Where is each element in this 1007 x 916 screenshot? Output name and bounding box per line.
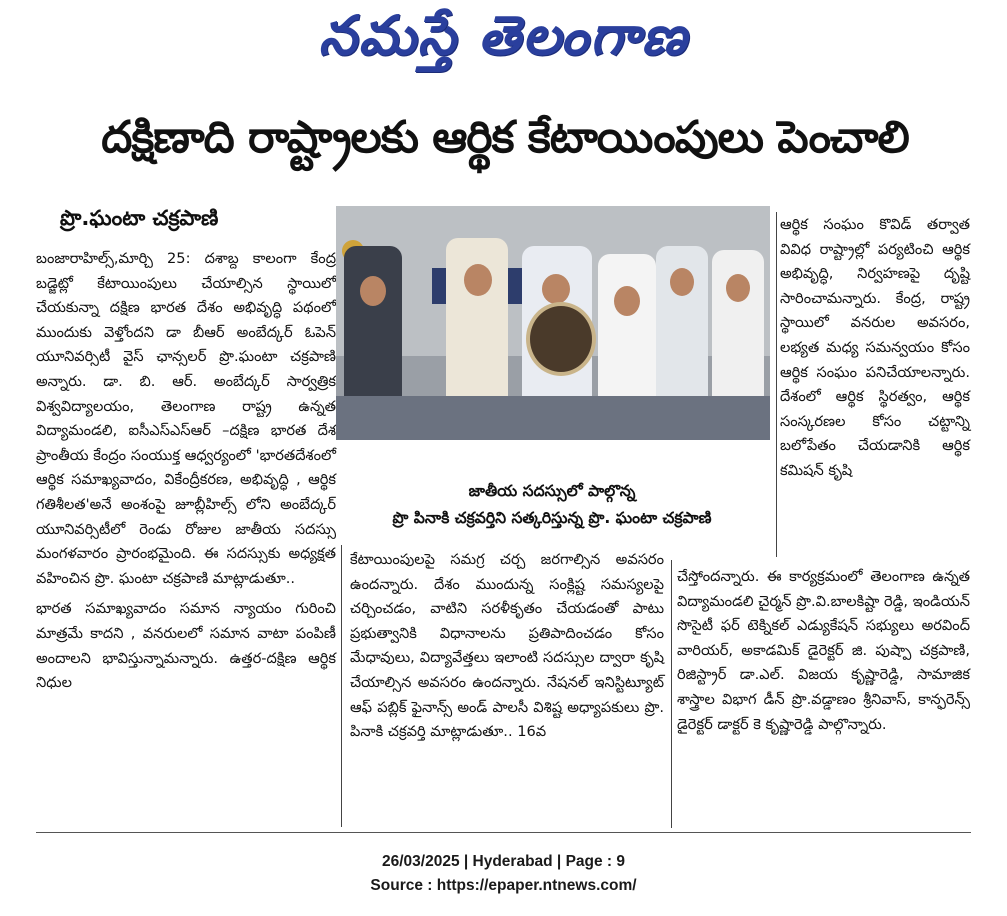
photo-caption (352, 478, 752, 532)
person-head (464, 264, 492, 296)
person-head (360, 276, 386, 306)
person-figure (446, 238, 508, 396)
person-head (614, 286, 640, 316)
masthead (0, 0, 1007, 78)
event-photo (336, 206, 770, 440)
article-column-3-top (780, 213, 970, 484)
person-figure (712, 250, 764, 396)
person-figure (598, 254, 656, 396)
caption-line-1: జాతీయ సదస్సులో పాల్గొన్న (468, 482, 636, 500)
column-divider (776, 212, 777, 557)
column-divider (671, 560, 672, 828)
memento-plaque (526, 302, 596, 376)
footer-source: Source : https://epaper.ntnews.com/ (370, 877, 637, 894)
newspaper-logo: నమస్తే తెలంగాణ (318, 4, 689, 67)
column-divider (341, 545, 342, 827)
column1-paragraph-2: భారత సమాఖ్యవాదం సమాన న్యాయం గురించి మాత్రమే కాదని , వనరులలో సమాన వాటా పంపిణీ అందాలని భావిస్తున్నామన్నారు. ఉత్తర-దక్షిణ ఆర్థిక నిధుల (36, 600, 336, 692)
person-head (542, 274, 570, 304)
column1-paragraph-1: బంజారాహిల్స్,మార్చి 25: దశాబ్ద కాలంగా కేంద్ర బడ్జెట్లో కేటాయింపులు చేయాల్సిన స్థాయిలో చేయకున్నా దక్షిణ భారత దేశం అభివృద్ధి పథంలో ముందుకు వెళ్తోందని డా బీఆర్ అంబేద్కర్ ఓపెన్ యూనివర్సిటీ వైస్ ఛాన్సలర్ ప్రొ.ఘంటా చక్రపాణి అన్నారు. డా. బి. ఆర్. అంబేద్కర్ సార్వత్రిక విశ్వవిద్యాలయం, తెలంగాణ రాష్ట్ర ఉన్నత విద్యామండలి, ఐసీఎస్ఎస్ఆర్ –దక్షిణ భారత దేశ ప్రాంతీయ కేంద్రం సంయుక్త ఆధ్వర్యంలో 'భారతదేశంలో ఆర్థిక సమాఖ్యవాదం, వికేంద్రీకరణ, అభివృద్ధి , ఆర్థిక గతిశీలత'అనే అంశంపై జూబ్లీహిల్స్ లోని అంబేద్కర్ యూనివర్సిటీలో రెండు రోజుల జాతీయ సదస్సు మంగళవారం ప్రారంభమైంది. ఈ సదస్సుకు అధ్యక్షత వహించిన ప్రొ. ఘంటా చక్రపాణి మాట్లాడుతూ.. (36, 250, 336, 587)
column2-paragraph-1: కేటాయింపులపై సమగ్ర చర్చ జరగాల్సిన అవసరం ఉందన్నారు. దేశం ముందున్న సంక్లిష్ట సమస్యలపై చర్చించడం, వాటిని సరళీకృతం చేయడంతో పాటు ప్రభుత్వానికి విధానాలను ప్రతిపాదించడం కోసం మేధావులు, విద్యావేత్తలు ఇలాంటి సదస్సుల ద్వారా కృషి చేయాల్సిన అవసరం ఉందన్నారు. నేషనల్ ఇనిస్టిట్యూట్ ఆఫ్ పబ్లిక్ ఫైనాన్స్ అండ్ పాలసీ విశిష్ట అధ్యాపకులు ప్రొ. పినాకి చక్రవర్తి మాట్లాడుతూ.. 16వ (350, 551, 664, 741)
bottom-rule (36, 832, 971, 833)
footer-date-page: 26/03/2025 | Hyderabad | Page : 9 (381, 853, 626, 870)
person-head (726, 274, 750, 302)
column3-paragraph-top: ఆర్థిక సంఘం కొవిడ్ తర్వాత వివిధ రాష్ట్రాల్లో పర్యటించి ఆర్థిక అభివృద్ధి, నిర్వహణపై దృష్టి సారించామన్నారు. కేంద్ర, రాష్ట్ర స్థాయిలో వనరుల అవసరం, లభ్యత మధ్య సమన్వయం కోసం ఆర్థిక సంఘం పనిచేయాలన్నారు. దేశంలో ఆర్థిక స్థిరత్వం, ఆర్థిక సంస్కరణల కోసం చట్టాన్ని బలోపేతం చేయడానికి ఆర్థిక కమిషన్ కృషి (780, 216, 970, 479)
footer (0, 850, 1007, 898)
person-figure (344, 246, 402, 396)
headline: దక్షిణాది రాష్ట్రాలకు ఆర్థిక కేటాయింపులు పెంచాలి (101, 112, 909, 163)
caption-line-2: ప్రొ పినాకి చక్రవర్తిని సత్కరిస్తున్న ప్రొ. ఘంటా చక్రపాణి (392, 509, 712, 527)
column3-paragraph-bottom: చేస్తోందన్నారు. ఈ కార్యక్రమంలో తెలంగాణ ఉన్నత విద్యామండలి చైర్మన్ ప్రొ.వి.బాలకిష్టా రెడ్డి, ఇండియన్ సొసైటీ ఫర్ టెక్నికల్ ఎడ్యుకేషన్ సభ్యులు అరవింద్ వారియర్, అకాడమిక్ డైరెక్టర్ జి. పుష్పా చక్రపాణి, రిజిస్ట్రార్ డా.ఎల్. విజయ కృష్ణారెడ్డి, సామాజిక శాస్త్రాల విభాగ డీన్ ప్రొ.వడ్డాణం శ్రీనివాస్, కాన్ఫరెన్స్ డైరెక్టర్ డాక్టర్ కె కృష్ణారెడ్డి పాల్గొన్నారు. (677, 568, 970, 733)
article-column-1 (36, 247, 336, 696)
person-head (670, 268, 694, 296)
byline: ప్రొ.ఘంటా చక్రపాణి (60, 206, 219, 230)
article-column-3-bottom (677, 565, 970, 737)
article-column-2 (350, 548, 664, 745)
stage-table (336, 396, 770, 440)
